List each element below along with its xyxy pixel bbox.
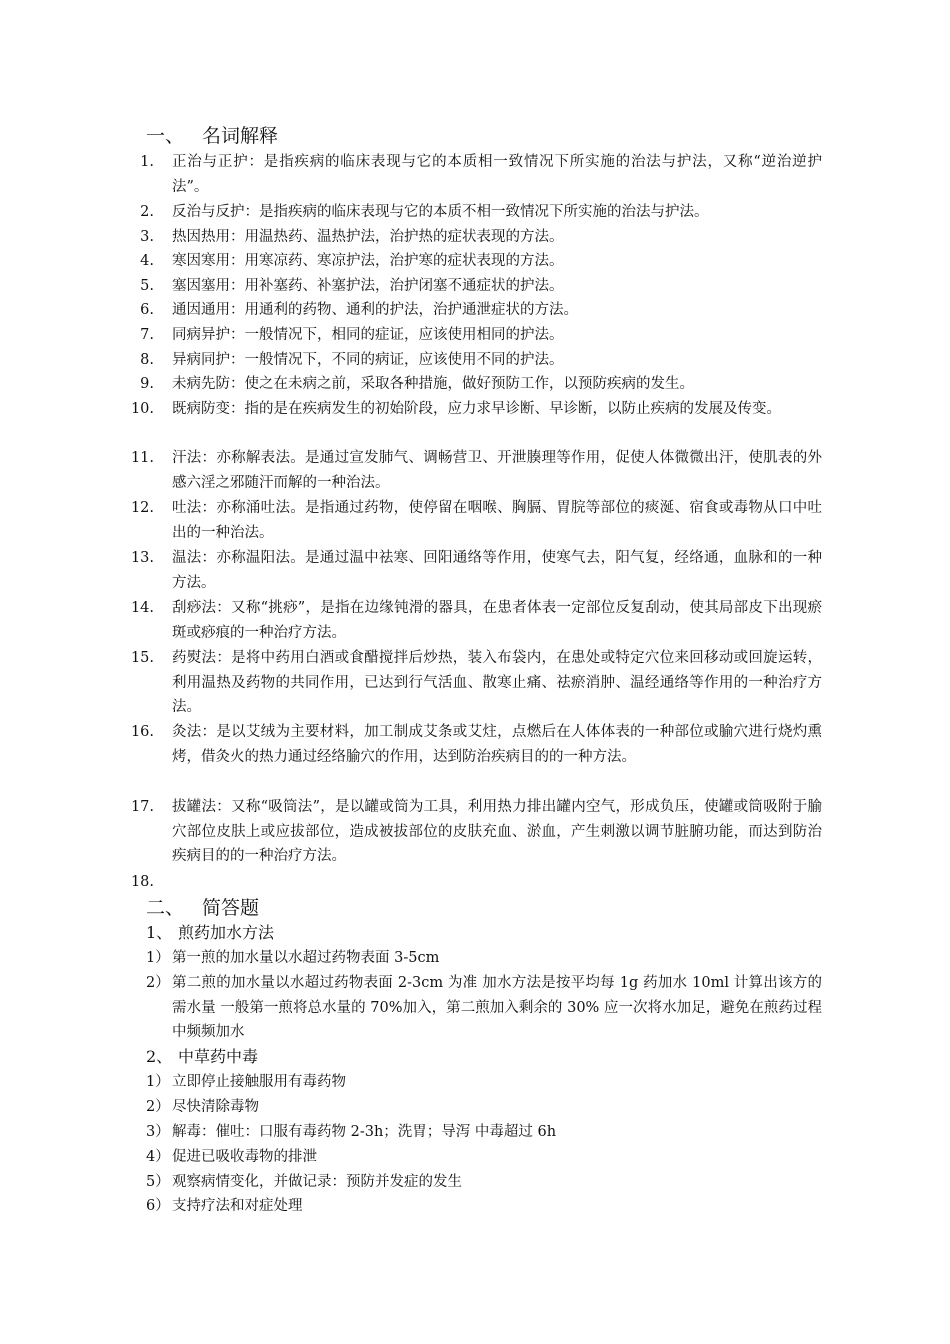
item-number: 12. [130,500,154,516]
item-text: 温法：亦称温阳法。是通过温中祛寒、回阳通络等作用，使寒气去，阳气复，经络通，血脉和的一种方法。 [172,550,822,591]
item-number: 2. [140,204,154,220]
item-number: 18. [130,874,154,890]
subsection-title: 中草药中毒 [178,1047,259,1066]
section-title: 名词解释 [202,125,279,147]
item-text: 拔罐法：又称“吸筒法”，是以罐或筒为工具，利用热力排出罐内空气，形成负压，使罐或筒吸附于腧穴部位皮肤上或应拔部位，造成被拔部位的皮肤充血、淤血，产生刺激以调节脏腑功能，而达到防治疾病目的的一种治疗方法。 [172,799,822,864]
subsection-heading [146,922,274,944]
item-text: 解毒：催吐：口服有毒药物 2-3h；洗胃；导泻 中毒超过 6h [172,1124,557,1140]
item-number: 5. [140,278,154,294]
section-heading-short-answer [146,896,259,920]
item-number: 9. [140,376,154,392]
item-number: 7. [140,327,154,343]
item-number: 4） [146,1149,170,1165]
section-number: 二、 [146,897,185,919]
item-number: 16. [130,724,154,740]
item-text: 第一煎的加水量以水超过药物表面 3-5cm [172,950,440,966]
subsection-heading [146,1046,258,1068]
item-text: 同病异护：一般情况下，相同的症证，应该使用相同的护法。 [172,327,564,343]
item-text: 热因热用：用温热药、温热护法，治护热的症状表现的方法。 [172,229,564,245]
item-text: 支持疗法和对症处理 [172,1198,303,1214]
item-text: 立即停止接触服用有毒药物 [172,1074,346,1090]
item-text: 灸法：是以艾绒为主要材料，加工制成艾条或艾炷，点燃后在人体体表的一种部位或腧穴进行烧灼熏烤，借灸火的热力通过经络腧穴的作用，达到防治疾病目的的一种方法。 [172,724,822,765]
item-number: 3. [140,229,154,245]
section-heading-terms [146,124,278,148]
item-text: 促进已吸收毒物的排泄 [172,1149,317,1165]
item-number: 6） [146,1198,170,1214]
item-number: 13. [130,550,154,566]
item-text: 吐法：亦称涌吐法。是指通过药物，使停留在咽喉、胸膈、胃脘等部位的痰涎、宿食或毒物从口中吐出的一种治法。 [172,500,822,541]
item-text: 塞因塞用：用补塞药、补塞护法，治护闭塞不通症状的护法。 [172,278,564,294]
item-text: 观察病情变化，并做记录：预防并发症的发生 [172,1174,462,1190]
item-text: 刮痧法：又称“挑痧”，是指在边缘钝滑的器具，在患者体表一定部位反复刮动，使其局部皮下出现瘀斑或痧痕的一种治疗方法。 [172,600,822,641]
section-number: 一、 [146,125,185,147]
item-text: 未病先防：使之在未病之前，采取各种措施，做好预防工作，以预防疾病的发生。 [172,376,694,392]
item-text: 既病防变：指的是在疾病发生的初始阶段，应力求早诊断、早诊断，以防止疾病的发展及传变。 [172,401,781,417]
item-number: 11. [130,450,154,466]
item-text: 通因通用：用通利的药物、通利的护法，治护通泄症状的方法。 [172,302,578,318]
subsection-title: 煎药加水方法 [178,923,275,942]
item-number: 4. [140,253,154,269]
item-text: 反治与反护：是指疾病的临床表现与它的本质不相一致情况下所实施的治法与护法。 [172,204,709,220]
item-number: 2） [146,1099,170,1115]
item-number: 1） [146,1074,170,1090]
item-text: 正治与正护：是指疾病的临床表现与它的本质相一致情况下所实施的治法与护法，又称“逆治逆护法”。 [172,154,822,195]
item-number: 3） [146,1124,170,1140]
item-text: 汗法：亦称解表法。是通过宣发肺气、调畅营卫、开泄腠理等作用，促使人体微微出汗，使肌表的外感六淫之邪随汗而解的一种治法。 [172,450,822,491]
item-text: 异病同护：一般情况下，不同的病证，应该使用不同的护法。 [172,352,564,368]
subsection-number: 1、 [146,923,173,942]
item-number: 1） [146,950,170,966]
item-text: 药熨法：是将中药用白酒或食醋搅拌后炒热，装入布袋内，在患处或特定穴位来回移动或回旋运转，利用温热及药物的共同作用，已达到行气活血、散寒止痛、祛瘀消肿、温经通络等作用的一种治疗方法。 [172,650,822,715]
item-text: 第二煎的加水量以水超过药物表面 2-3cm 为准 加水方法是按平均每 1g 药加水 10ml 计算出该方的需水量 一般第一煎将总水量的 70%加入，第二煎加入剩余的 30% 应一次将水加足，避免在煎药过程中频频加水 [172,975,822,1040]
item-text: 寒因寒用：用寒凉药、寒凉护法，治护寒的症状表现的方法。 [172,253,564,269]
section-title: 简答题 [202,897,260,919]
item-text: 尽快清除毒物 [172,1099,259,1115]
item-number: 1. [140,154,154,170]
item-number: 2） [146,975,170,991]
item-number: 10. [130,401,154,417]
item-number: 14. [130,600,154,616]
subsection-number: 2、 [146,1047,173,1066]
item-number: 17. [130,799,154,815]
item-number: 8. [140,352,154,368]
item-number: 15. [130,650,154,666]
item-number: 5） [146,1174,170,1190]
item-number: 6. [140,302,154,318]
